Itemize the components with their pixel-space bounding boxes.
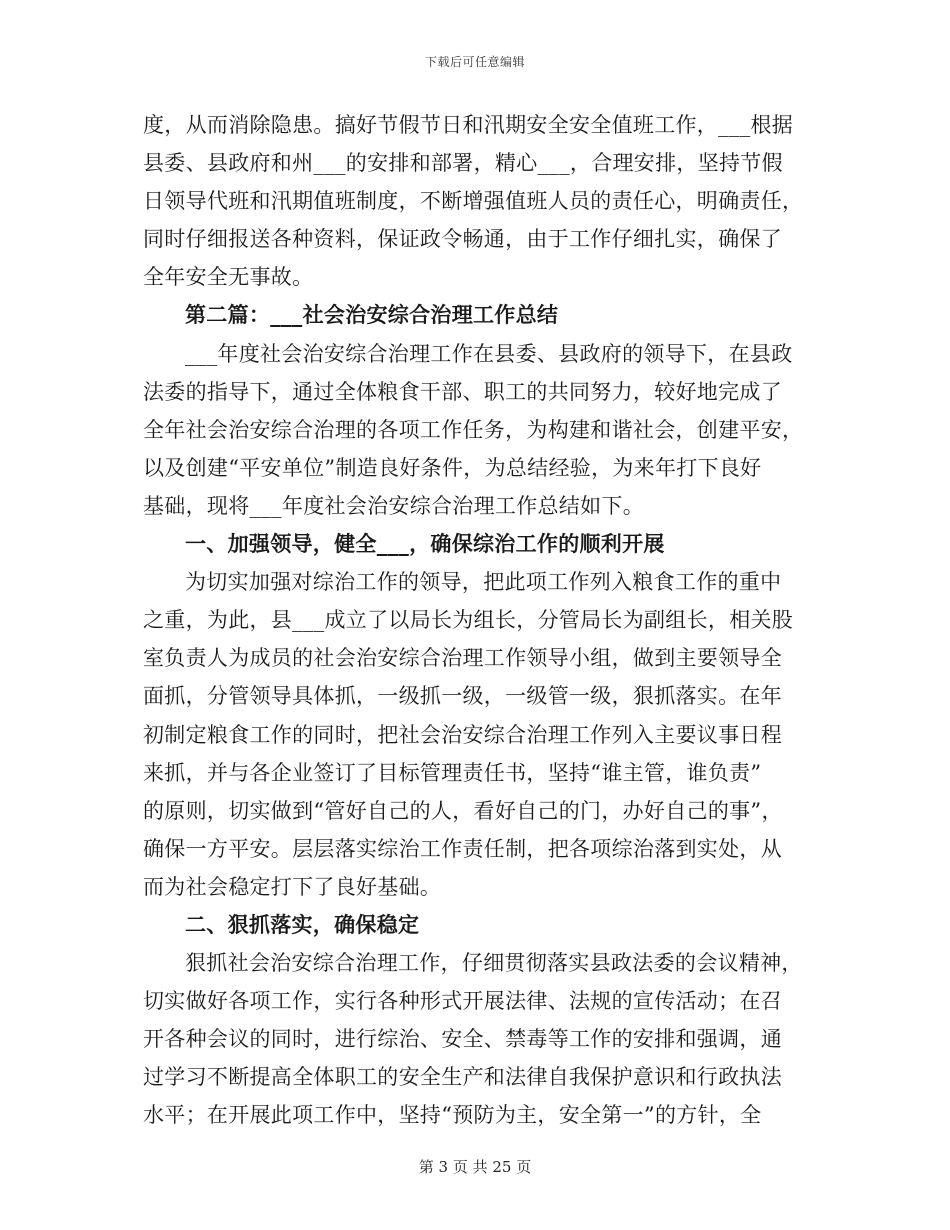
text-line: 全年社会治安综合治理的各项工作任务，为构建和谐社会，创建平安， — [143, 417, 804, 442]
text-line: 同时仔细报送各种资料，保证政令畅通，由于工作仔细扎实，确保了 — [143, 227, 782, 252]
text-line: 县委、县政府和州___的安排和部署，精心___，合理安排，坚持节假 — [143, 151, 783, 176]
text-line: 开各种会议的同时，进行综治、安全、禁毒等工作的安排和强调，通 — [143, 1027, 782, 1052]
text-line: 室负责人为成员的社会治安综合治理工作领导小组，做到主要领导全 — [143, 646, 782, 671]
text-line: 过学习不断提高全体职工的安全生产和法律自我保护意识和行政执法 — [143, 1065, 782, 1090]
text-line: 确保一方平安。层层落实综治工作责任制，把各项综治落到实处，从 — [143, 836, 782, 861]
text-line: 切实做好各项工作，实行各种形式开展法律、法规的宣传活动；在召 — [143, 989, 782, 1014]
text-line: 法委的指导下，通过全体粮食干部、职工的共同努力，较好地完成了 — [143, 379, 782, 404]
section-heading: 一、加强领导，健全___，确保综治工作的顺利开展 — [185, 531, 665, 557]
section-heading: 二、狠抓落实，确保稳定 — [185, 911, 420, 937]
text-line: 初制定粮食工作的同时，把社会治安综合治理工作列入主要议事日程 — [143, 722, 782, 747]
text-line: 以及创建“平安单位”制造良好条件，为总结经验，为来年打下良好 — [143, 455, 762, 480]
page-header: 下载后可任意编辑 — [424, 55, 525, 69]
section-heading: 第二篇：___社会治安综合治理工作总结 — [185, 302, 559, 328]
text-line: 来抓，并与各企业签订了目标管理责任书，坚持“谁主管，谁负责” — [143, 760, 762, 785]
text-line: 狠抓社会治安综合治理工作，仔细贯彻落实县政法委的会议精神， — [185, 951, 803, 976]
text-line: 的原则，切实做到“管好自己的人，看好自己的门，办好自己的事”， — [143, 798, 783, 823]
text-line: 面抓，分管领导具体抓，一级抓一级，一级管一级，狠抓落实。在年 — [143, 684, 782, 709]
document-body — [143, 106, 807, 1135]
page-footer: 第 3 页 共 25 页 — [418, 1158, 532, 1176]
text-line: 日领导代班和汛期值班制度，不断增强值班人员的责任心，明确责任， — [143, 189, 804, 214]
text-line: 为切实加强对综治工作的领导，把此项工作列入粮食工作的重中 — [185, 570, 782, 595]
text-line: 水平；在开展此项工作中，坚持“预防为主，安全第一”的方针，全 — [143, 1103, 762, 1128]
text-line: 之重，为此，县___成立了以局长为组长，分管局长为副组长，相关股 — [143, 608, 794, 633]
text-line: 基础，现将___年度社会治安综合治理工作总结如下。 — [143, 493, 644, 518]
text-line: ___年度社会治安综合治理工作在县委、县政府的领导下，在县政 — [185, 341, 793, 366]
text-line: 全年安全无事故。 — [143, 265, 314, 290]
text-line: 而为社会稳定打下了良好基础。 — [143, 874, 442, 899]
text-line: 度，从而消除隐患。搞好节假节日和汛期安全安全值班工作，___根据 — [143, 113, 794, 137]
